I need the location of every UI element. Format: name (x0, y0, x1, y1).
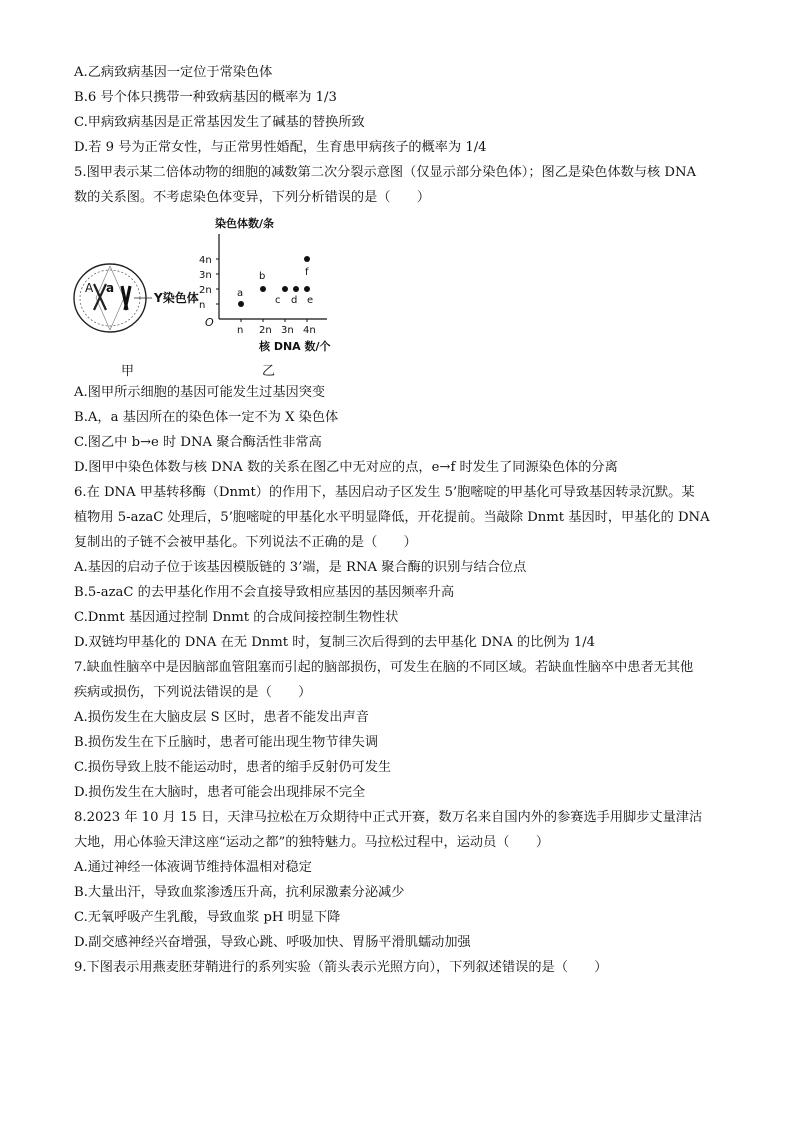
data-point-label-e: e (307, 295, 314, 306)
figure-caption-yi: 乙 (262, 364, 276, 379)
data-point-label-d: d (291, 295, 298, 306)
q5-stem-line2: 数的关系图。不考虑染色体变异，下列分析错误的是（ ） (74, 190, 431, 205)
x-tick-label-1: 2n (259, 325, 272, 336)
q5-option-b: B.A，a 基因所在的染色体一定不为 X 染色体 (74, 410, 339, 425)
q4-option-c: C.甲病致病基因是正常基因发生了碱基的替换所致 (74, 115, 365, 130)
q4-option-d: D.若 9 号为正常女性，与正常男性婚配，生育患甲病孩子的概率为 1/4 (74, 140, 487, 155)
gene-label-a: a (106, 281, 115, 295)
y-tick-label-2: 3n (199, 270, 212, 281)
q8-option-a: A.通过神经一体液调节维持体温相对稳定 (74, 860, 312, 875)
data-point-label-b: b (259, 271, 266, 282)
q5-option-c: C.图乙中 b→e 时 DNA 聚合酶活性非常高 (74, 435, 322, 450)
data-point-f (304, 256, 310, 262)
x-tick-label-3: 4n (303, 325, 316, 336)
q5-option-d: D.图甲中染色体数与核 DNA 数的关系在图乙中无对应的点，e→f 时发生了同源染色体的分离 (74, 460, 618, 475)
q7-option-c: C.损伤导致上肢不能运动时，患者的缩手反射仍可发生 (74, 760, 392, 775)
gene-label-A: A (85, 281, 94, 295)
data-point-e (304, 286, 310, 292)
q6-stem-line2: 植物用 5-azaC 处理后，5’胞嘧啶的甲基化水平明显降低，开花提前。当敲除 Dnmt 基因时，甲基化的 DNA (74, 510, 710, 525)
data-point-d (293, 286, 299, 292)
q8-stem-line1: 8.2023 年 10 月 15 日，天津马拉松在万众期待中正式开赛，数万名来自国内外的参赛选手用脚步丈量津沽 (74, 810, 703, 825)
q8-option-c: C.无氧呼吸产生乳酸，导致血浆 pH 明显下降 (74, 910, 341, 925)
q5-option-a: A.图甲所示细胞的基因可能发生过基因突变 (74, 385, 326, 400)
data-point-label-c: c (275, 295, 281, 306)
data-point-label-a: a (237, 288, 244, 299)
y-tick-label-1: 2n (199, 285, 212, 296)
q6-stem-line3: 复制出的子链不会被甲基化。下列说法不正确的是（ ） (74, 535, 417, 550)
figure-scatter-chart (195, 214, 345, 354)
chart-x-axis-label: 核 DNA 数/个 (259, 340, 331, 353)
chart-y-axis-label: 染色体数/条 (215, 217, 275, 230)
q5-stem-line1: 5.图甲表示某二倍体动物的细胞的减数第二次分裂示意图（仅显示部分染色体）；图乙是染色体数与核 DNA (74, 165, 697, 180)
q7-option-b: B.损伤发生在下丘脑时，患者可能出现生物节律失调 (74, 735, 379, 750)
q6-option-c: C.Dnmt 基因通过控制 Dnmt 的合成间接控制生物性状 (74, 610, 399, 625)
q7-stem-line1: 7.缺血性脑卒中是因脑部血管阻塞而引起的脑部损伤，可发生在脑的不同区域。若缺血性脑卒中患者无其他 (74, 660, 694, 675)
data-point-b (260, 286, 266, 292)
y-tick-label-3: 4n (199, 255, 212, 266)
y-chromosome-label: Y染色体 (154, 291, 199, 305)
figure-cell-diagram (72, 258, 212, 338)
figure-caption-jia: 甲 (121, 364, 135, 379)
q7-option-d: D.损伤发生在大脑时，患者可能会出现排尿不完全 (74, 785, 366, 800)
q4-option-b: B.6 号个体只携带一种致病基因的概率为 1/3 (74, 90, 337, 105)
x-tick-label-0: n (237, 325, 244, 336)
data-point-label-f: f (305, 267, 309, 278)
chart-origin-label: O (205, 316, 214, 329)
q8-option-b: B.大量出汗，导致血浆渗透压升高，抗利尿激素分泌减少 (74, 885, 405, 900)
q9-stem-line1: 9.下图表示用燕麦胚芽鞘进行的系列实验（箭头表示光照方向），下列叙述错误的是（ ） (74, 960, 608, 975)
q6-option-d: D.双链均甲基化的 DNA 在无 Dnmt 时，复制三次后得到的去甲基化 DNA 的比例为 1/4 (74, 635, 596, 650)
q8-stem-line2: 大地，用心体验天津这座“运动之都”的独特魅力。马拉松过程中，运动员（ ） (74, 835, 550, 850)
x-tick-label-2: 3n (281, 325, 294, 336)
data-point-a (238, 301, 244, 307)
q7-option-a: A.损伤发生在大脑皮层 S 区时，患者不能发出声音 (74, 710, 369, 725)
q6-stem-line1: 6.在 DNA 甲基转移酶（Dnmt）的作用下，基因启动子区发生 5’胞嘧啶的甲基化可导致基因转录沉默。某 (74, 485, 695, 500)
q6-option-a: A.基因的启动子位于该基因模版链的 3’端，是 RNA 聚合酶的识别与结合位点 (74, 560, 527, 575)
data-point-c (282, 286, 288, 292)
q7-stem-line2: 疾病或损伤，下列说法错误的是（ ） (74, 685, 312, 700)
y-tick-label-0: n (199, 300, 206, 311)
q4-option-a: A.乙病致病基因一定位于常染色体 (74, 65, 273, 80)
q6-option-b: B.5-azaC 的去甲基化作用不会直接导致相应基因的基因频率升高 (74, 585, 455, 600)
q8-option-d: D.副交感神经兴奋增强，导致心跳、呼吸加快、胃肠平滑肌蠕动加强 (74, 935, 471, 950)
